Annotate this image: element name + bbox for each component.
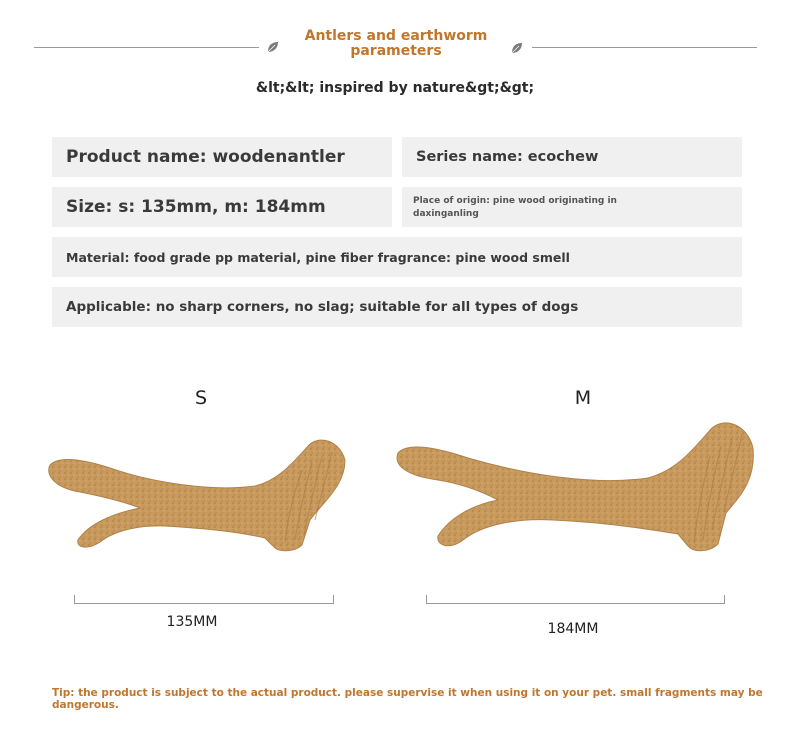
leaf-icon-left: [266, 40, 280, 54]
product-name-cell: Product name: woodenantler: [52, 137, 392, 177]
antler-small-image: [40, 430, 355, 555]
header-rule-right: [532, 47, 757, 48]
page-title: [280, 29, 512, 59]
title-line-2: parameters: [350, 43, 442, 59]
safety-tip: Tip: the product is subject to the actual product. please supervise it when using it on your pet. small fragments may be dangerous.: [52, 687, 763, 711]
leaf-icon-right: [510, 41, 524, 55]
size-cell: Size: s: 135mm, m: 184mm: [52, 187, 392, 227]
origin-line-1: Place of origin: pine wood originating in: [413, 196, 617, 206]
size-label-m: M: [574, 387, 592, 409]
header-rule-left: [34, 47, 259, 48]
origin-line-2: daxinganling: [413, 209, 479, 219]
measure-line-small: [74, 595, 334, 604]
origin-cell: [402, 187, 742, 227]
applicable-cell: Applicable: no sharp corners, no slag; suitable for all types of dogs: [52, 287, 742, 327]
material-cell: Material: food grade pp material, pine fiber fragrance: pine wood smell: [52, 237, 742, 277]
title-line-1: Antlers and earthworm: [304, 28, 488, 44]
size-label-s: S: [194, 387, 208, 409]
page-subtitle: &lt;&lt; inspired by nature&gt;&gt;: [255, 80, 535, 96]
dimension-label-medium: 184MM: [547, 621, 599, 637]
dimension-label-small: 135MM: [166, 614, 218, 630]
antler-medium-image: [388, 408, 758, 556]
series-name-cell: Series name: ecochew: [402, 137, 742, 177]
measure-line-medium: [426, 595, 725, 604]
